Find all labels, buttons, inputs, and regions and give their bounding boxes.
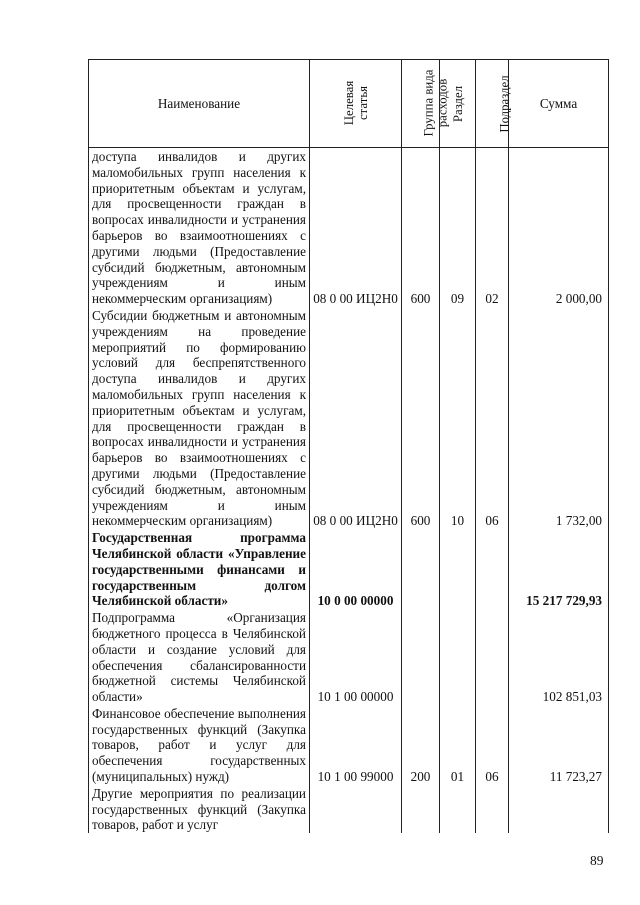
row-section: 09: [440, 148, 476, 307]
row-expense-group: 600: [402, 307, 440, 529]
page-number: 89: [590, 853, 604, 868]
header-name: Наименование: [89, 60, 310, 148]
row-target-article: 10 1 00 99000: [310, 705, 402, 785]
row-subsection: [476, 609, 509, 705]
row-subsection: 06: [476, 705, 509, 785]
header-expense-group-line1: Группа вида: [421, 69, 436, 137]
budget-table: [88, 59, 609, 833]
table-row: [89, 148, 609, 307]
row-expense-group: [402, 609, 440, 705]
row-subsection: 06: [476, 307, 509, 529]
header-target-article-label: Целевая статья: [341, 80, 370, 126]
row-sum: 11 723,27: [509, 705, 609, 785]
header-expense-group-label: [421, 70, 449, 137]
row-sum: 2 000,00: [509, 148, 609, 307]
row-section: [440, 529, 476, 609]
row-sum: [509, 785, 609, 833]
row-name: Государственная программа Челябинской области «Управление государственными финансами и государственным долгом Челябинской области»: [89, 529, 310, 609]
header-sum: Сумма: [509, 60, 609, 148]
table-row: [89, 529, 609, 609]
row-target-article: 10 1 00 00000: [310, 609, 402, 705]
row-name: Финансовое обеспечение выполнения государственных функций (Закупка товаров, работ и услуг для обеспечения государственных (муниципальных) нужд): [89, 705, 310, 785]
row-expense-group: 200: [402, 705, 440, 785]
row-sum: 15 217 729,93: [509, 529, 609, 609]
row-target-article: 10 0 00 00000: [310, 529, 402, 609]
row-expense-group: [402, 529, 440, 609]
table-row: [89, 307, 609, 529]
table-row: [89, 705, 609, 785]
header-subsection: [476, 60, 512, 148]
row-target-article: [310, 785, 402, 833]
row-subsection: [476, 785, 509, 833]
row-sum: 102 851,03: [509, 609, 609, 705]
row-expense-group: 600: [402, 148, 440, 307]
row-sum: 1 732,00: [509, 307, 609, 529]
row-subsection: [476, 529, 509, 609]
row-target-article: 08 0 00 ИЦ2Н0: [310, 307, 402, 529]
table-row: [89, 785, 609, 833]
row-name: Подпрограмма «Организация бюджетного процесса в Челябинской области и создание условий для обеспечения сбалансированности бюджетной системы Челябинской области»: [89, 609, 310, 705]
table-row: [89, 609, 609, 705]
row-section: 10: [440, 307, 476, 529]
header-expense-group: [402, 60, 450, 148]
row-section: [440, 609, 476, 705]
row-subsection: 02: [476, 148, 509, 307]
row-expense-group: [402, 785, 440, 833]
row-name: доступа инвалидов и других маломобильных групп населения к приоритетным объектам и услугам, для просвещенности граждан в вопросах инвалидности и устранения барьеров во взаимоотношениях с другими людьми (Предоставление субсидий бюджетным, автономным учреждениям и иным некоммерческим организациям): [89, 148, 310, 307]
row-target-article: 08 0 00 ИЦ2Н0: [310, 148, 402, 307]
header-target-article: [310, 60, 402, 148]
header-expense-group-line2: расходов: [435, 78, 450, 128]
header-subsection-label: Подраздел: [497, 74, 512, 133]
header-section-label: Раздел: [451, 85, 466, 122]
row-section: 01: [440, 705, 476, 785]
row-name: Субсидии бюджетным и автономным учреждениям на проведение мероприятий по формированию условий для беспрепятственного доступа инвалидов и других маломобильных групп населения к приоритетным объектам и услугам, для просвещенности граждан в вопросах инвалидности и устранения барьеров во взаимоотношениях с другими людьми (Предоставление субсидий бюджетным, автономным учреждениям и иным некоммерческим организациям): [89, 307, 310, 529]
row-name: Другие мероприятия по реализации государственных функций (Закупка товаров, работ и услуг: [89, 785, 310, 833]
table-header-row: [89, 60, 609, 148]
row-section: [440, 785, 476, 833]
